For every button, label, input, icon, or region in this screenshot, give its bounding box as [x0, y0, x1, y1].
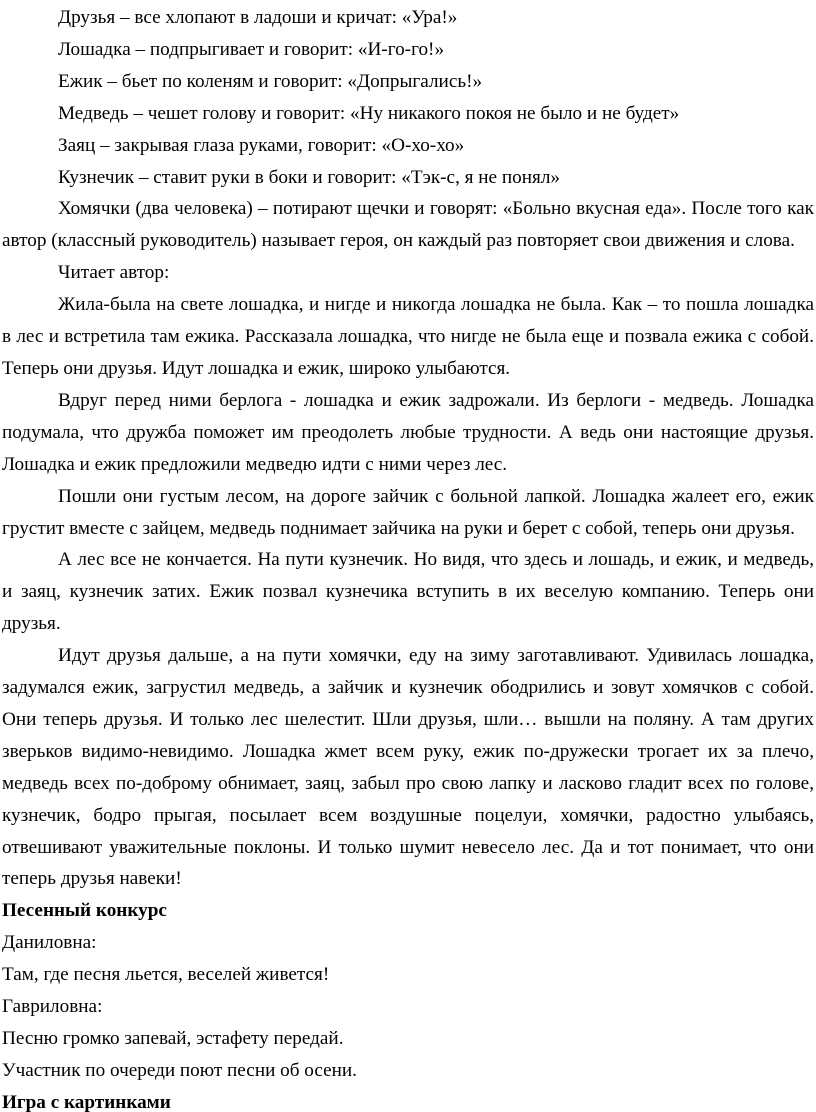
role-line-friends: Друзья – все хлопают в ладоши и кричат: «Ура!» [58, 7, 458, 28]
role-line-hare: Заяц – закрывая глаза руками, говорит: «О-хо-хо» [58, 134, 465, 156]
story-paragraph-5: Идут друзья дальше, а на пути хомячки, еду на зиму заготавливают. Удивилась лошадка, задумался ежик, загрустил медведь, а зайчик и кузнечик ободрились и зовут хомячков с собой. Они теперь друзья. И только лес шелестит. Шли друзья, шли… вышли на поляну. А там других зверьков видимо-невидимо. Лошадка жмет всем руку, ежик по-дружески трогает их за плечо, медведь всех по-доброму обнимает, заяц, забыл про свою лапку и ласково гладит всех по голове, кузнечик, бодро прыгая, посылает всем воздушные поцелуи, хомячки, радостно улыбаясь, отвешивают уважительные поклоны. И только шумит невесело лес. Да и тот понимает, что они теперь друзья навеки! [2, 645, 814, 890]
story-paragraph-3: Пошли они густым лесом, на дороге зайчик с больной лапкой. Лошадка жалеет его, ежик грустит вместе с зайцем, медведь поднимает зайчика на руки и берет с собой, теперь они друзья. [2, 485, 814, 539]
story-paragraph-1: Жила-была на свете лошадка, и нигде и никогда лошадка не была. Как – то пошла лошадка в лес и встретила там ежика. Рассказала лошадка, что нигде не была еще и позвала ежика с собой. Теперь они друзья. Идут лошадка и ежик, широко улыбаются. [2, 294, 814, 379]
role-line-bear: Медведь – чешет голову и говорит: «Ну никакого покоя не было и не будет» [58, 102, 680, 124]
story-paragraph-4: А лес все не кончается. На пути кузнечик. Но видя, что здесь и лошадь, и ежик, и медведь, и заяц, кузнечик затих. Ежик позвал кузнечика вступить в их веселую компанию. Теперь они друзья. [2, 549, 814, 635]
role-line-grasshopper: Кузнечик – ставит руки в боки и говорит: «Тэк-с, я не понял» [58, 166, 560, 188]
song-contest-line-1: Даниловна: [2, 932, 97, 954]
story-paragraph-2: Вдруг перед ними берлога - лошадка и ежик задрожали. Из берлоги - медведь. Лошадка подумала, что дружба поможет им преодолеть любые трудности. А ведь они настоящие друзья. Лошадка и ежик предложили медведю идти с ними через лес. [2, 389, 814, 475]
picture-game-heading: Игра с картинками [2, 1091, 171, 1112]
song-contest-line-5: Участник по очереди поют песни об осени. [2, 1059, 357, 1081]
song-contest-heading: Песенный конкурс [2, 900, 167, 922]
role-line-horse: Лошадка – подпрыгивает и говорит: «И-го-го!» [58, 38, 445, 60]
song-contest-line-3: Гавриловна: [2, 996, 103, 1018]
role-line-hedgehog: Ежик – бьет по коленям и говорит: «Допрыгались!» [58, 70, 483, 92]
author-reads-line: Читает автор: [58, 262, 170, 284]
role-paragraph-hamsters: Хомячки (два человека) – потирают щечки и говорят: «Больно вкусная еда». После того как автор (классный руководитель) называет героя, он каждый раз повторяет свои движения и слова. [2, 198, 814, 252]
song-contest-line-4: Песню громко запевай, эстафету передай. [2, 1028, 344, 1049]
song-contest-line-2: Там, где песня льется, веселей живется! [2, 964, 330, 986]
